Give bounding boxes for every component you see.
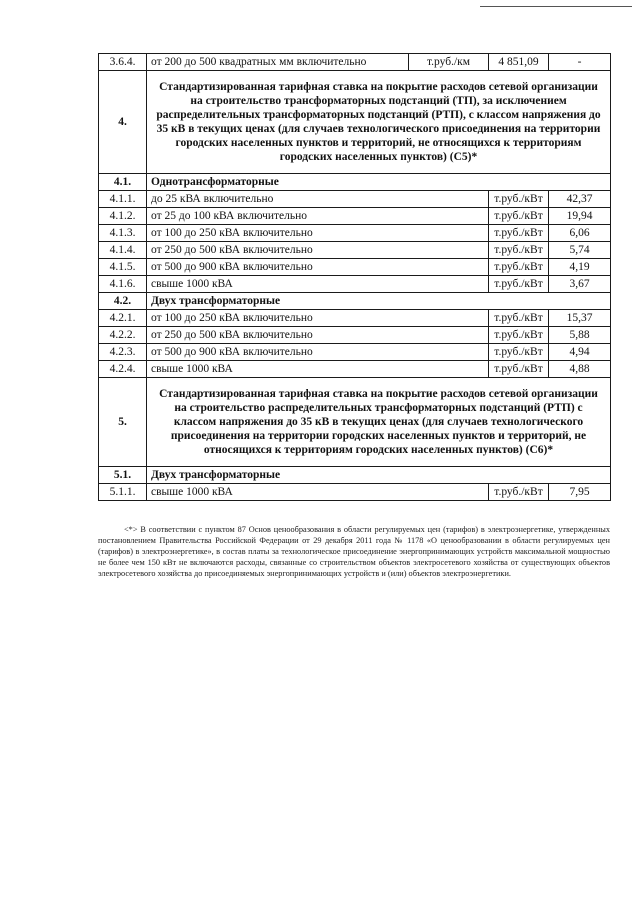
row-value: 3,67 xyxy=(549,276,611,293)
row-description: свыше 1000 кВА xyxy=(147,276,489,293)
section-number: 5. xyxy=(99,378,147,467)
row-unit: т.руб./кВт xyxy=(489,242,549,259)
row-description: от 250 до 500 кВА включительно xyxy=(147,327,489,344)
row-value: 6,06 xyxy=(549,225,611,242)
footnote-text: <*> В соответствии с пунктом 87 Основ ценообразования в области регулируемых цен (тарифов) в электроэнергетике, утвержденных постановлением Правительства Российской Федерации от 29 декабря 2011 года № 1178 «О ценообразовании в области регулируемых цен (тарифов) в электроэнергетике», в состав платы за технологическое присоединение энергопринимающих устройств максимальной мощностью не более чем 150 кВт не включаются расходы, связанные со строительством объектов электросетевого хозяйства от существующих объектов электросетевого хозяйства до присоединяемых энергопринимающих устройств и (или) объектов электроэнергетики. xyxy=(98,525,610,578)
subsection-number: 4.2. xyxy=(99,293,147,310)
row-number: 4.2.4. xyxy=(99,361,147,378)
row-unit: т.руб./кВт xyxy=(489,225,549,242)
row-value: 5,88 xyxy=(549,327,611,344)
row-description: от 500 до 900 кВА включительно xyxy=(147,344,489,361)
row-value: 42,37 xyxy=(549,191,611,208)
section-title: Стандартизированная тарифная ставка на покрытие расходов сетевой организации на строительство трансформаторных подстанций (ТП), за исключением распределительных трансформаторных подстанций (РТП), с классом напряжения до 35 кВ в текущих ценах (для случаев технологического присоединения на территории городских населенных пунктов и территорий, не относящихся к территориям городских населенных пунктов) (С5)* xyxy=(147,71,611,174)
row-number: 4.1.2. xyxy=(99,208,147,225)
table-row xyxy=(99,191,611,208)
section-number: 4. xyxy=(99,71,147,174)
row-number: 4.1.5. xyxy=(99,259,147,276)
row-unit: т.руб./кВт xyxy=(489,259,549,276)
subsection-title: Однотрансформаторные xyxy=(147,174,611,191)
footnote xyxy=(98,524,610,579)
row-description: свыше 1000 кВА xyxy=(147,484,489,501)
table-row xyxy=(99,276,611,293)
row-number: 4.1.4. xyxy=(99,242,147,259)
row-unit: т.руб./кВт xyxy=(489,310,549,327)
table-row xyxy=(99,327,611,344)
table-row xyxy=(99,54,611,71)
row-unit: т.руб./кВт xyxy=(489,327,549,344)
subsection-number: 5.1. xyxy=(99,467,147,484)
row-value: 19,94 xyxy=(549,208,611,225)
row-unit: т.руб./кВт xyxy=(489,344,549,361)
table-row xyxy=(99,310,611,327)
row-description: от 100 до 250 кВА включительно xyxy=(147,310,489,327)
subsection-title: Двух трансформаторные xyxy=(147,467,611,484)
row-unit: т.руб./км xyxy=(409,54,489,71)
row-number: 4.1.3. xyxy=(99,225,147,242)
row-value: 4 851,09 xyxy=(489,54,549,71)
subsection-title: Двух трансформаторные xyxy=(147,293,611,310)
row-number: 3.6.4. xyxy=(99,54,147,71)
table-row xyxy=(99,361,611,378)
row-unit: т.руб./кВт xyxy=(489,361,549,378)
section-header-row xyxy=(99,378,611,467)
row-value: 4,19 xyxy=(549,259,611,276)
row-unit: т.руб./кВт xyxy=(489,276,549,293)
section-title: Стандартизированная тарифная ставка на покрытие расходов сетевой организации на строительство распределительных трансформаторных подстанций (РТП) с классом напряжения до 35 кВ в текущих ценах (для случаев технологического присоединения на территории городских населенных пунктов и территорий, не относящихся к территориям городских населенных пунктов) (С6)* xyxy=(147,378,611,467)
table-row xyxy=(99,259,611,276)
row-number: 4.2.2. xyxy=(99,327,147,344)
subsection-row xyxy=(99,174,611,191)
row-value: 4,94 xyxy=(549,344,611,361)
table-row xyxy=(99,344,611,361)
row-number: 4.2.3. xyxy=(99,344,147,361)
row-value: 15,37 xyxy=(549,310,611,327)
row-description: от 500 до 900 кВА включительно xyxy=(147,259,489,276)
subsection-row xyxy=(99,467,611,484)
row-extra: - xyxy=(549,54,611,71)
top-border-line xyxy=(480,6,632,7)
row-unit: т.руб./кВт xyxy=(489,208,549,225)
subsection-number: 4.1. xyxy=(99,174,147,191)
row-description: от 200 до 500 квадратных мм включительно xyxy=(147,54,409,71)
row-number: 5.1.1. xyxy=(99,484,147,501)
row-description: от 250 до 500 кВА включительно xyxy=(147,242,489,259)
table-row xyxy=(99,484,611,501)
row-unit: т.руб./кВт xyxy=(489,484,549,501)
row-value: 4,88 xyxy=(549,361,611,378)
table-row xyxy=(99,242,611,259)
row-number: 4.1.6. xyxy=(99,276,147,293)
row-value: 7,95 xyxy=(549,484,611,501)
table-row xyxy=(99,225,611,242)
row-value: 5,74 xyxy=(549,242,611,259)
row-description: от 100 до 250 кВА включительно xyxy=(147,225,489,242)
section-header-row xyxy=(99,71,611,174)
subsection-row xyxy=(99,293,611,310)
row-description: от 25 до 100 кВА включительно xyxy=(147,208,489,225)
row-number: 4.1.1. xyxy=(99,191,147,208)
row-number: 4.2.1. xyxy=(99,310,147,327)
row-description: до 25 кВА включительно xyxy=(147,191,489,208)
row-description: свыше 1000 кВА xyxy=(147,361,489,378)
table-row xyxy=(99,208,611,225)
tariff-table xyxy=(98,53,611,501)
row-unit: т.руб./кВт xyxy=(489,191,549,208)
